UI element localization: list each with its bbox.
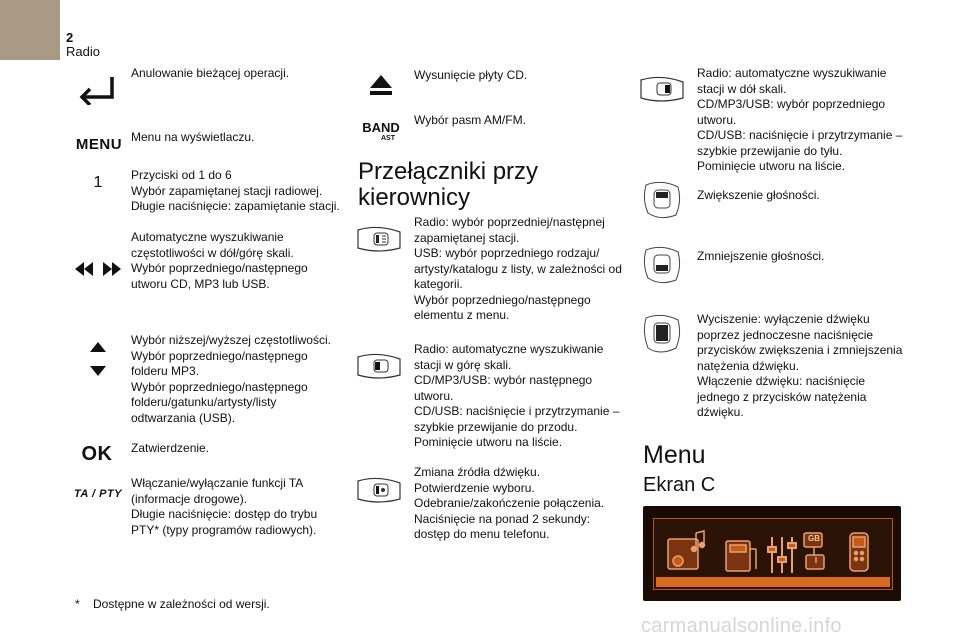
cancel-description: Anulowanie bieżącej operacji. <box>131 66 290 80</box>
menu-subheading: Ekran C <box>643 474 716 496</box>
eject-icon <box>368 74 394 96</box>
chapter-tab <box>0 0 60 60</box>
folder-description: Wybór niższej/wyższej częstotliwości. Wybór poprzedniego/następnego folderu MP3. Wybór poprzedniego/następnego folderu/gatunku/artysty/listy odtwarzania (USB). <box>131 333 331 425</box>
volume-down-control-icon <box>640 245 684 285</box>
footnote <box>75 597 270 611</box>
mute-control-icon <box>640 313 684 355</box>
volume-up-control-icon <box>640 180 684 220</box>
seek-description: Automatyczne wyszukiwanie częstotliwości w dół/górę skali. Wybór poprzedniego/następnego utworu CD, MP3 lub USB. <box>131 230 308 291</box>
steering-heading: Przełączniki przy kierownicy <box>358 158 539 211</box>
steering-down-button-icon <box>638 74 686 104</box>
menu-heading: Menu <box>643 441 706 469</box>
preset-description: Przyciski od 1 do 6 Wybór zapamiętanej stacji radiowej. Długie naciśnięcie: zapamiętanie stacji. <box>131 168 340 213</box>
ta-pty-description: Włączanie/wyłączanie funkcji TA (informacje drogowe). Długie naciśnięcie: dostęp do trybu PTY* (typy programów radiowych). <box>131 476 318 537</box>
preset-number-icon: 1 <box>93 174 103 191</box>
eject-description: Wysunięcie płyty CD. <box>414 68 528 82</box>
return-arrow-icon <box>76 72 120 106</box>
footnote-text: Dostępne w zależności od wersji. <box>93 597 270 611</box>
ok-label-icon: OK <box>81 442 113 465</box>
source-button-description: Zmiana źródła dźwięku. Potwierdzenie wyboru. Odebranie/zakończenie połączenia. Naciśnięcie na ponad 2 sekundy: dostęp do menu telefonu. <box>414 465 605 541</box>
menu-description: Menu na wyświetlaczu. <box>131 130 255 144</box>
seek-arrows-icon <box>72 261 124 277</box>
up-button-description: Radio: automatyczne wyszukiwanie stacji w górę skali. CD/MP3/USB: wybór następnego utworu. CD/USB: naciśnięcie i przytrzymanie – szybkie przewijanie do przodu. Pominięcie utworu na liście. <box>414 342 620 449</box>
volume-up-description: Zwiększenie głośności. <box>697 188 820 202</box>
ok-description: Zatwierdzenie. <box>131 441 210 455</box>
watermark: carmanualsonline.info <box>641 615 842 637</box>
footnote-star: * <box>75 597 80 611</box>
menu-label-icon: MENU <box>75 135 123 153</box>
down-button-description: Radio: automatyczne wyszukiwanie stacji w dół skali. CD/MP3/USB: wybór poprzedniego utworu. CD/USB: naciśnięcie i przytrzymanie – szybkie przewijanie do tyłu. Pominięcie utworu na liście. <box>697 66 903 173</box>
ta-pty-label-icon: TA / PTY <box>74 488 122 500</box>
band-description: Wybór pasm AM/FM. <box>414 113 526 127</box>
screen-label-gb: GB <box>808 534 820 543</box>
steering-source-button-icon <box>356 476 402 504</box>
screen-c-illustration <box>643 506 901 601</box>
up-down-arrows-icon <box>88 342 108 376</box>
thumbwheel-description: Radio: wybór poprzedniej/następnej zapamiętanej stacji. USB: wybór poprzedniego rodzaju/ artysty/katalogu z listy, w zależności od kategorii. Wybór poprzedniego/następnego elementu z menu. <box>414 215 622 322</box>
chapter-number: 2 <box>66 30 74 45</box>
screen-label-i: I <box>814 556 818 565</box>
volume-down-description: Zmniejszenie głośności. <box>697 249 825 263</box>
screen-display <box>653 518 893 590</box>
steering-up-button-icon <box>356 352 402 380</box>
steering-thumbwheel-icon <box>356 225 402 253</box>
section-title: Radio <box>66 44 100 59</box>
mute-description: Wyciszenie: wyłączenie dźwięku poprzez jednoczesne naciśnięcie przycisków zwiększenia i zmniejszenia natężenia dźwięku. Włączenie dźwięku: naciśnięcie jednego z przycisków natężenia dźwięku. <box>697 312 903 419</box>
band-ast-icon: BAND AST <box>362 120 400 142</box>
